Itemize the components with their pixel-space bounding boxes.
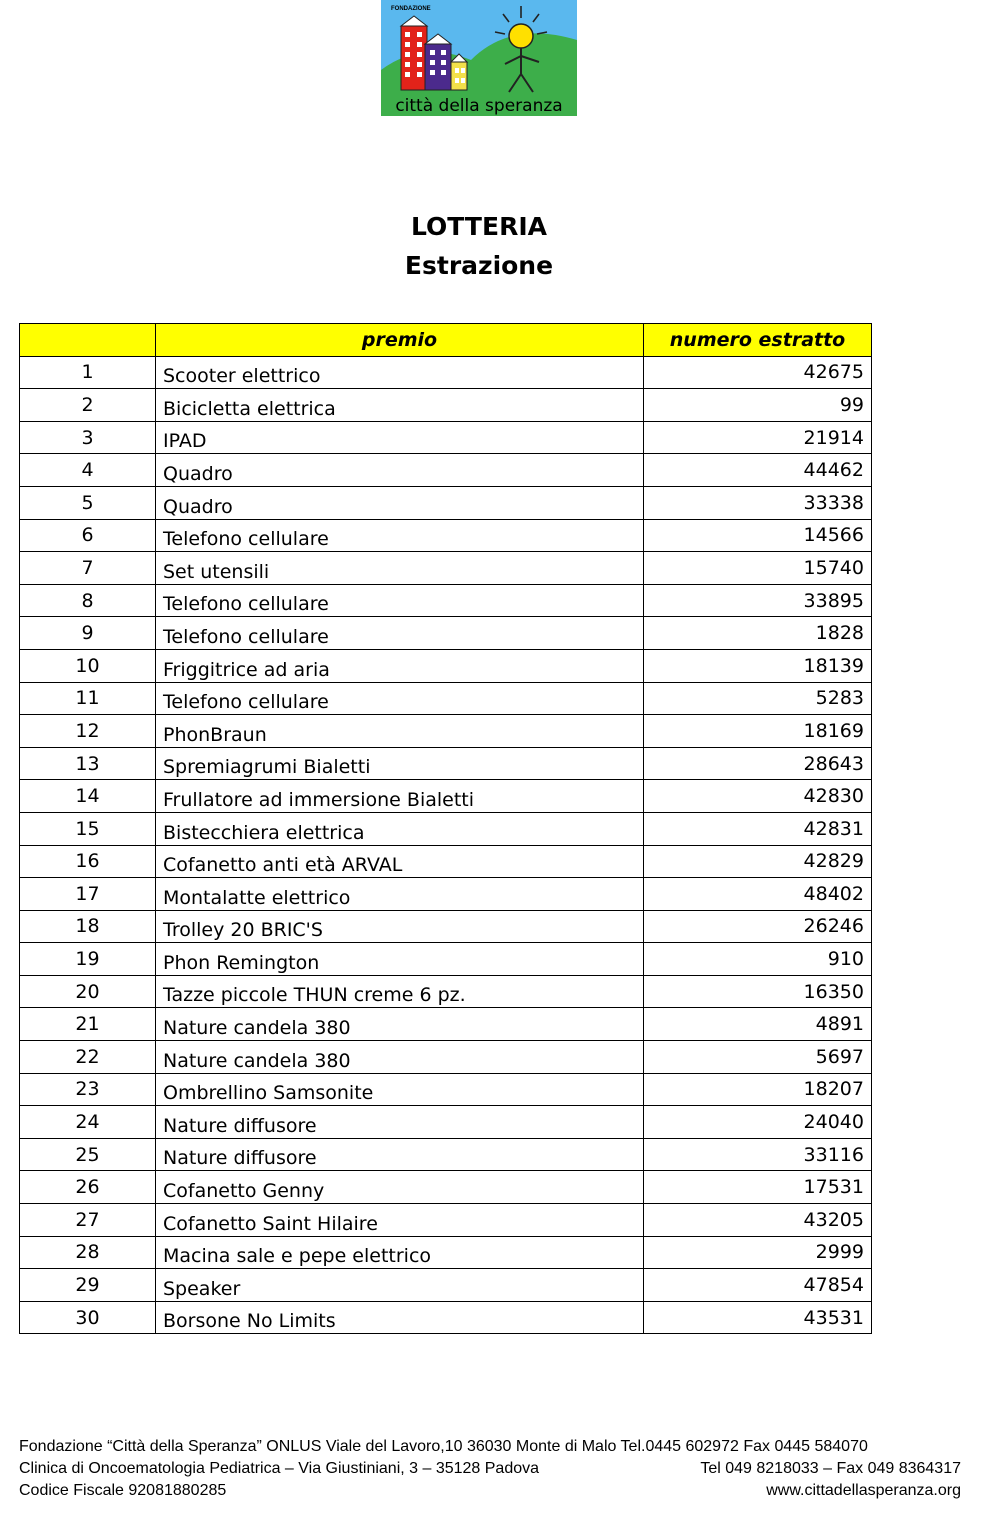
row-index: 1 bbox=[20, 356, 156, 389]
row-prize: Quadro bbox=[156, 486, 644, 519]
row-index: 7 bbox=[20, 552, 156, 585]
row-prize: Cofanetto Genny bbox=[156, 1171, 644, 1204]
row-index: 29 bbox=[20, 1269, 156, 1302]
row-index: 13 bbox=[20, 747, 156, 780]
row-drawn-number: 1828 bbox=[644, 617, 872, 650]
row-index: 27 bbox=[20, 1204, 156, 1237]
row-drawn-number: 18207 bbox=[644, 1073, 872, 1106]
row-prize: Macina sale e pepe elettrico bbox=[156, 1236, 644, 1269]
row-prize: Montalatte elettrico bbox=[156, 878, 644, 911]
row-drawn-number: 4891 bbox=[644, 1008, 872, 1041]
row-index: 14 bbox=[20, 780, 156, 813]
column-header-number: numero estratto bbox=[644, 324, 872, 357]
row-index: 21 bbox=[20, 1008, 156, 1041]
table-header-row bbox=[20, 324, 872, 357]
table-row bbox=[20, 878, 872, 911]
row-drawn-number: 26246 bbox=[644, 910, 872, 943]
row-prize: Quadro bbox=[156, 454, 644, 487]
row-index: 12 bbox=[20, 715, 156, 748]
row-index: 8 bbox=[20, 584, 156, 617]
table-row bbox=[20, 845, 872, 878]
row-index: 6 bbox=[20, 519, 156, 552]
column-header-index bbox=[20, 324, 156, 357]
row-drawn-number: 5697 bbox=[644, 1041, 872, 1074]
row-prize: Scooter elettrico bbox=[156, 356, 644, 389]
table-row bbox=[20, 1041, 872, 1074]
row-drawn-number: 33116 bbox=[644, 1138, 872, 1171]
table-row bbox=[20, 747, 872, 780]
table-row bbox=[20, 682, 872, 715]
footer-address: Fondazione “Città della Speranza” ONLUS Viale del Lavoro,10 36030 Monte di Malo Tel.0445 602972 Fax 0445 584070 bbox=[19, 1438, 868, 1455]
table-row bbox=[20, 1171, 872, 1204]
row-prize: Nature diffusore bbox=[156, 1138, 644, 1171]
row-index: 15 bbox=[20, 812, 156, 845]
row-prize: Set utensili bbox=[156, 552, 644, 585]
row-prize: Bistecchiera elettrica bbox=[156, 812, 644, 845]
table-row bbox=[20, 486, 872, 519]
row-drawn-number: 15740 bbox=[644, 552, 872, 585]
row-drawn-number: 42830 bbox=[644, 780, 872, 813]
logo-name: città della speranza bbox=[395, 96, 563, 116]
row-prize: Cofanetto Saint Hilaire bbox=[156, 1204, 644, 1237]
row-prize: Bicicletta elettrica bbox=[156, 389, 644, 422]
row-index: 3 bbox=[20, 421, 156, 454]
table-row bbox=[20, 812, 872, 845]
footer-line-1 bbox=[19, 1436, 961, 1458]
table-row bbox=[20, 552, 872, 585]
row-drawn-number: 99 bbox=[644, 389, 872, 422]
row-index: 24 bbox=[20, 1106, 156, 1139]
row-index: 28 bbox=[20, 1236, 156, 1269]
row-drawn-number: 17531 bbox=[644, 1171, 872, 1204]
table-row bbox=[20, 1138, 872, 1171]
row-index: 20 bbox=[20, 975, 156, 1008]
row-drawn-number: 42675 bbox=[644, 356, 872, 389]
sun-icon bbox=[509, 24, 533, 48]
row-index: 10 bbox=[20, 649, 156, 682]
column-header-prize: premio bbox=[156, 324, 644, 357]
table-row bbox=[20, 649, 872, 682]
footer bbox=[19, 1436, 961, 1502]
table-row bbox=[20, 617, 872, 650]
row-index: 5 bbox=[20, 486, 156, 519]
page-subtitle: Estrazione bbox=[404, 251, 554, 280]
row-drawn-number: 33895 bbox=[644, 584, 872, 617]
row-index: 30 bbox=[20, 1301, 156, 1334]
table-row bbox=[20, 943, 872, 976]
footer-line-3 bbox=[19, 1480, 961, 1502]
row-drawn-number: 16350 bbox=[644, 975, 872, 1008]
table-row bbox=[20, 780, 872, 813]
row-prize: Nature diffusore bbox=[156, 1106, 644, 1139]
row-drawn-number: 43205 bbox=[644, 1204, 872, 1237]
table-row bbox=[20, 421, 872, 454]
row-prize: Telefono cellulare bbox=[156, 519, 644, 552]
row-drawn-number: 28643 bbox=[644, 747, 872, 780]
row-drawn-number: 48402 bbox=[644, 878, 872, 911]
foundation-logo bbox=[381, 0, 577, 116]
footer-tax-code: Codice Fiscale 92081880285 bbox=[19, 1482, 227, 1499]
row-drawn-number: 24040 bbox=[644, 1106, 872, 1139]
row-prize: Telefono cellulare bbox=[156, 617, 644, 650]
row-prize: Telefono cellulare bbox=[156, 584, 644, 617]
row-prize: Ombrellino Samsonite bbox=[156, 1073, 644, 1106]
prize-table bbox=[19, 323, 872, 1334]
row-drawn-number: 2999 bbox=[644, 1236, 872, 1269]
row-index: 23 bbox=[20, 1073, 156, 1106]
footer-clinic-address: Clinica di Oncoematologia Pediatrica – Via Giustiniani, 3 – 35128 Padova bbox=[19, 1460, 540, 1477]
row-index: 25 bbox=[20, 1138, 156, 1171]
row-drawn-number: 44462 bbox=[644, 454, 872, 487]
table-row bbox=[20, 389, 872, 422]
prize-table-body bbox=[20, 356, 872, 1334]
row-index: 26 bbox=[20, 1171, 156, 1204]
row-index: 16 bbox=[20, 845, 156, 878]
row-prize: Cofanetto anti età ARVAL bbox=[156, 845, 644, 878]
table-row bbox=[20, 519, 872, 552]
row-drawn-number: 18169 bbox=[644, 715, 872, 748]
row-drawn-number: 42831 bbox=[644, 812, 872, 845]
row-drawn-number: 33338 bbox=[644, 486, 872, 519]
row-index: 2 bbox=[20, 389, 156, 422]
table-row bbox=[20, 1008, 872, 1041]
row-index: 9 bbox=[20, 617, 156, 650]
row-index: 22 bbox=[20, 1041, 156, 1074]
row-prize: Nature candela 380 bbox=[156, 1041, 644, 1074]
table-row bbox=[20, 454, 872, 487]
row-index: 11 bbox=[20, 682, 156, 715]
footer-website: www.cittadellasperanza.org bbox=[766, 1482, 961, 1499]
row-drawn-number: 14566 bbox=[644, 519, 872, 552]
row-drawn-number: 18139 bbox=[644, 649, 872, 682]
row-prize: IPAD bbox=[156, 421, 644, 454]
row-prize: Tazze piccole THUN creme 6 pz. bbox=[156, 975, 644, 1008]
page-title: LOTTERIA bbox=[411, 212, 547, 241]
table-row bbox=[20, 715, 872, 748]
row-prize: Friggitrice ad aria bbox=[156, 649, 644, 682]
logo-top-text: FONDAZIONE bbox=[391, 6, 431, 12]
row-drawn-number: 42829 bbox=[644, 845, 872, 878]
row-prize: Nature candela 380 bbox=[156, 1008, 644, 1041]
table-row bbox=[20, 356, 872, 389]
footer-line-2 bbox=[19, 1458, 961, 1480]
row-prize: Frullatore ad immersione Bialetti bbox=[156, 780, 644, 813]
row-prize: Telefono cellulare bbox=[156, 682, 644, 715]
table-row bbox=[20, 1269, 872, 1302]
row-index: 18 bbox=[20, 910, 156, 943]
table-row bbox=[20, 910, 872, 943]
table-row bbox=[20, 1301, 872, 1334]
row-index: 19 bbox=[20, 943, 156, 976]
row-prize: Spremiagrumi Bialetti bbox=[156, 747, 644, 780]
row-prize: Trolley 20 BRIC'S bbox=[156, 910, 644, 943]
row-drawn-number: 910 bbox=[644, 943, 872, 976]
footer-clinic-phone: Tel 049 8218033 – Fax 049 8364317 bbox=[700, 1460, 961, 1477]
table-row bbox=[20, 1236, 872, 1269]
row-drawn-number: 5283 bbox=[644, 682, 872, 715]
table-row bbox=[20, 1106, 872, 1139]
row-index: 4 bbox=[20, 454, 156, 487]
row-prize: Speaker bbox=[156, 1269, 644, 1302]
row-prize: Phon Remington bbox=[156, 943, 644, 976]
table-row bbox=[20, 1204, 872, 1237]
row-drawn-number: 21914 bbox=[644, 421, 872, 454]
table-row bbox=[20, 1073, 872, 1106]
table-row bbox=[20, 975, 872, 1008]
table-row bbox=[20, 584, 872, 617]
row-index: 17 bbox=[20, 878, 156, 911]
row-drawn-number: 43531 bbox=[644, 1301, 872, 1334]
row-prize: PhonBraun bbox=[156, 715, 644, 748]
row-prize: Borsone No Limits bbox=[156, 1301, 644, 1334]
row-drawn-number: 47854 bbox=[644, 1269, 872, 1302]
